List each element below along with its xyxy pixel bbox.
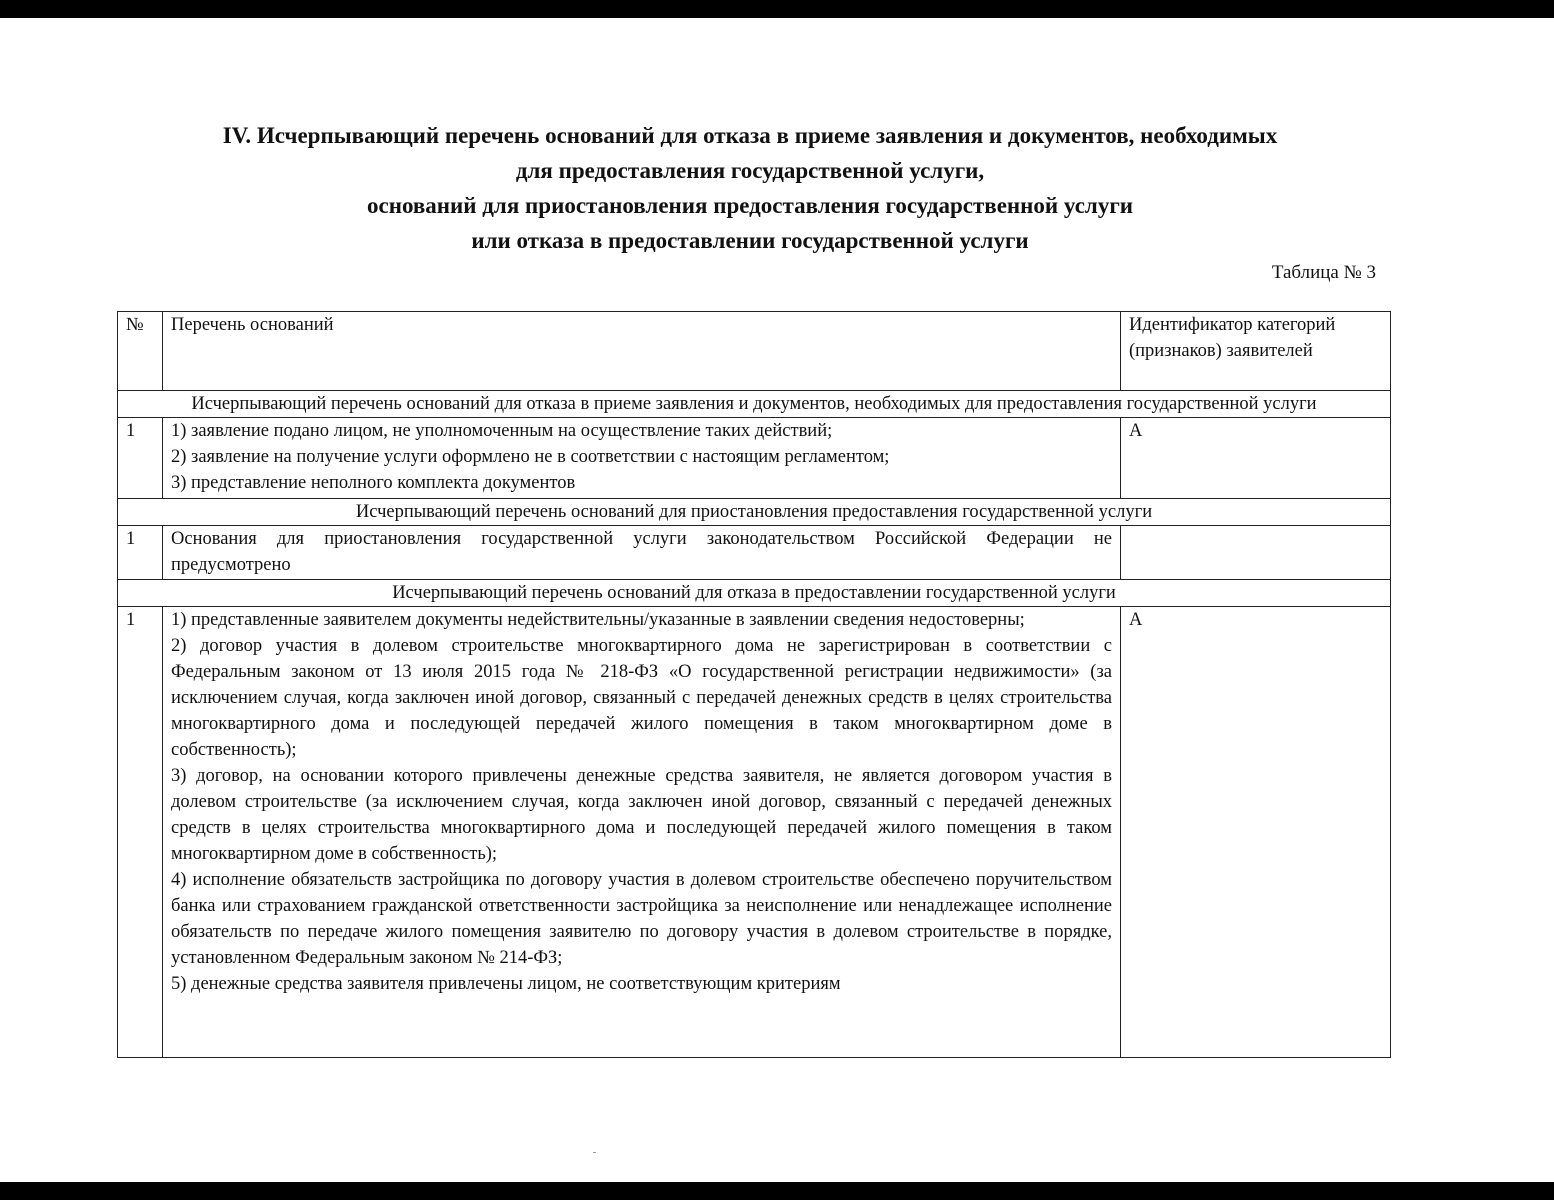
- row-identifier: А: [1121, 418, 1391, 499]
- row-num: 1: [118, 526, 163, 580]
- table-row: [118, 418, 1391, 499]
- reason-item: 3) представление неполного комплекта документов: [171, 473, 576, 493]
- section-title: Исчерпывающий перечень оснований для отказа в предоставлении государственной услуги: [118, 580, 1391, 607]
- section-title: Исчерпывающий перечень оснований для приостановления предоставления государственной услуги: [118, 499, 1391, 526]
- reason-item: 1) заявление подано лицом, не уполномоченным на осуществление таких действий;: [171, 421, 833, 441]
- header-identifier: Идентификатор категорий (признаков) заявителей: [1121, 312, 1391, 391]
- section-title: Исчерпывающий перечень оснований для отказа в приеме заявления и документов, необходимых для предоставления государственной услуги: [118, 391, 1391, 418]
- header-reasons: Перечень оснований: [163, 312, 1121, 391]
- scan-top-border: [0, 0, 1554, 18]
- scan-speck: [593, 1152, 596, 1153]
- reason-item: 2) заявление на получение услуги оформлено не в соответствии с настоящим регламентом;: [171, 447, 890, 467]
- row-num: 1: [118, 607, 163, 1058]
- reason-item: 5) денежные средства заявителя привлечены лицом, не соответствующим критериям: [171, 974, 841, 994]
- row-reasons: [163, 607, 1121, 1058]
- heading-line-3: оснований для приостановления предоставления государственной услуги: [366, 193, 1134, 218]
- table-row: [118, 607, 1391, 1058]
- row-identifier: А: [1121, 607, 1391, 1058]
- heading-line-1: IV. Исчерпывающий перечень оснований для отказа в приеме заявления и документов, необходимых: [222, 123, 1278, 148]
- row-reasons: [163, 418, 1121, 499]
- row-num: 1: [118, 418, 163, 499]
- table-header-row: [118, 312, 1391, 391]
- reason-item: 3) договор, на основании которого привлечены денежные средства заявителя, не является договором участия в долевом строительстве (за исключением случая, когда заключен иной договор, связанный с передачей денежных средств в целях строительства многоквартирного дома и последующей передачей жилого помещения в таком многоквартирном доме в собственность);: [171, 766, 1112, 864]
- heading-line-4: или отказа в предоставлении государственной услуги: [471, 228, 1029, 253]
- row-reasons: [163, 526, 1121, 580]
- grounds-table: [117, 311, 1391, 1058]
- row-identifier: [1121, 526, 1391, 580]
- heading-line-2: для предоставления государственной услуги,: [515, 158, 985, 183]
- page-heading: [100, 118, 1400, 258]
- section-row-suspension: [118, 499, 1391, 526]
- scan-bottom-border: [0, 1182, 1554, 1200]
- reason-item: 4) исполнение обязательств застройщика по договору участия в долевом строительстве обеспечено поручительством банка или страхованием гражданской ответственности застройщика за неисполнение или ненадлежащее исполнение обязательств по передаче жилого помещения заявителю по договору участия в долевом строительстве в порядке, установленном Федеральным законом № 214-ФЗ;: [171, 870, 1112, 968]
- table-number-label: Таблица № 3: [1271, 262, 1376, 283]
- section-row-refusal-service: [118, 580, 1391, 607]
- reason-item: 2) договор участия в долевом строительстве многоквартирного дома не зарегистрирован в соответствии с Федеральным законом от 13 июля 2015 года № 218-ФЗ «О государственной регистрации недвижимости» (за исключением случая, когда заключен иной договор, связанный с передачей денежных средств в целях строительства многоквартирного дома и последующей передачей жилого помещения в таком многоквартирном доме в собственность);: [171, 636, 1112, 760]
- table-row: [118, 526, 1391, 580]
- reason-text: Основания для приостановления государственной услуги законодательством Российской Федерации не предусмотрено: [171, 529, 1112, 575]
- header-num: №: [118, 312, 163, 391]
- section-row-refusal-acceptance: [118, 391, 1391, 418]
- reason-item: 1) представленные заявителем документы недействительны/указанные в заявлении сведения недостоверны;: [171, 610, 1025, 630]
